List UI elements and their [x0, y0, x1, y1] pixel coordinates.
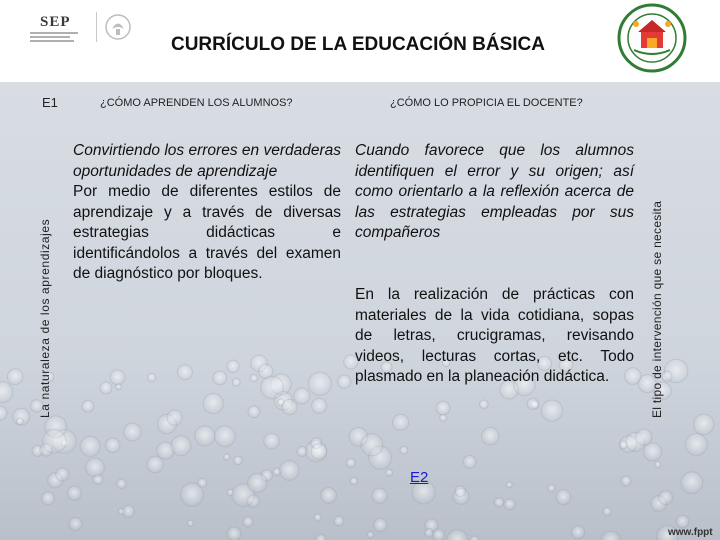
texture-bubble — [171, 436, 191, 456]
texture-bubble — [494, 498, 504, 508]
column-heading-how-teacher-fosters: ¿CÓMO LO PROPICIA EL DOCENTE? — [390, 97, 583, 109]
header — [0, 0, 720, 82]
texture-bubble — [482, 427, 500, 445]
texture-bubble — [693, 414, 714, 435]
texture-bubble — [105, 438, 120, 453]
texture-bubble — [636, 429, 652, 445]
texture-bubble — [504, 499, 515, 510]
texture-bubble — [224, 454, 230, 460]
texture-bubble — [308, 372, 331, 395]
col2-paragraph-1: Cuando favorece que los alumnos identifiquen el error y su origen; así como orientarlo a la reflexión acerca de las estrategias empleadas por sus compañeros — [355, 142, 634, 241]
texture-bubble — [82, 400, 94, 412]
texture-bubble — [571, 526, 584, 539]
texture-bubble — [261, 376, 284, 399]
texture-bubble — [393, 414, 409, 430]
texture-bubble — [372, 488, 387, 503]
col2-paragraph-2: En la realización de prácticas con materiales de la vida cotidiana, sopas de letras, crucigramas, revisando videos, lecturas cortas, etc. Todo plasmado en la planeación didáctica. — [355, 286, 634, 385]
texture-bubble — [167, 410, 182, 425]
texture-bubble — [621, 476, 631, 486]
texture-bubble — [215, 426, 236, 447]
texture-bubble — [321, 488, 337, 504]
texture-bubble — [527, 398, 538, 409]
texture-bubble — [447, 530, 468, 540]
texture-bubble — [312, 398, 327, 413]
column-heading-how-students-learn: ¿CÓMO APRENDEN LOS ALUMNOS? — [100, 97, 293, 109]
texture-bubble — [147, 373, 155, 381]
texture-bubble — [314, 514, 322, 522]
texture-bubble — [86, 458, 105, 477]
texture-bubble — [436, 401, 450, 415]
texture-bubble — [250, 374, 257, 381]
texture-bubble — [334, 516, 344, 526]
texture-bubble — [316, 534, 326, 540]
texture-bubble — [7, 369, 23, 385]
texture-bubble — [541, 400, 562, 421]
col1-paragraph-2: Por medio de diferentes estilos de aprendizaje y a través de diversas estrategias didácticas e identificándolos a través del examen de diagnóstico por bloques. — [73, 183, 341, 282]
texture-bubble — [227, 489, 234, 496]
texture-bubble — [80, 436, 100, 456]
texture-bubble — [248, 406, 260, 418]
texture-bubble — [100, 382, 112, 394]
texture-bubble — [122, 505, 134, 517]
texture-bubble — [243, 517, 253, 527]
texture-bubble — [556, 490, 571, 505]
texture-bubble — [455, 486, 466, 497]
texture-bubble — [227, 527, 241, 540]
col1-paragraph-1: Convirtiendo los errores en verdaderas oportunidades de aprendizaje — [73, 142, 341, 180]
texture-bubble — [681, 472, 703, 494]
school-seal-icon — [616, 2, 688, 74]
right-side-label: El tipo de intervención que se necesita — [650, 200, 664, 418]
texture-bubble — [227, 360, 239, 372]
texture-bubble — [147, 456, 164, 473]
texture-bubble — [0, 406, 7, 420]
texture-bubble — [685, 434, 707, 456]
texture-bubble — [644, 443, 662, 461]
texture-bubble — [297, 446, 307, 456]
texture-bubble — [601, 531, 621, 540]
texture-bubble — [264, 433, 280, 449]
e2-link[interactable]: E2 — [410, 469, 429, 486]
texture-bubble — [195, 426, 215, 446]
texture-bubble — [0, 382, 13, 403]
texture-bubble — [506, 482, 512, 488]
texture-bubble — [213, 371, 227, 385]
texture-bubble — [367, 531, 374, 538]
texture-bubble — [548, 484, 556, 492]
page-title: CURRÍCULO DE LA EDUCACIÓN BÁSICA — [170, 34, 546, 55]
texture-bubble — [248, 473, 267, 492]
texture-bubble — [123, 423, 141, 441]
texture-bubble — [278, 399, 285, 406]
texture-bubble — [280, 461, 300, 481]
texture-bubble — [338, 375, 351, 388]
column-1-text — [73, 141, 341, 285]
footer-url: www.fppt — [668, 527, 713, 538]
texture-bubble — [273, 468, 281, 476]
texture-bubble — [655, 461, 661, 467]
texture-bubble — [470, 536, 479, 540]
texture-bubble — [311, 444, 327, 460]
texture-bubble — [433, 529, 445, 540]
texture-bubble — [463, 455, 476, 468]
texture-bubble — [187, 520, 193, 526]
texture-bubble — [232, 378, 240, 386]
texture-bubble — [43, 429, 67, 453]
texture-bubble — [346, 458, 355, 467]
texture-bubble — [400, 446, 408, 454]
left-side-label: La naturaleza de los aprendizajes — [38, 218, 52, 418]
texture-bubble — [180, 483, 203, 506]
texture-bubble — [203, 393, 223, 413]
texture-bubble — [374, 518, 388, 532]
texture-bubble — [56, 468, 69, 481]
texture-bubble — [41, 492, 54, 505]
texture-bubble — [425, 529, 434, 538]
row-label-e1: E1 — [42, 95, 58, 110]
texture-bubble — [234, 456, 243, 465]
texture-bubble — [110, 370, 125, 385]
sep-logo: SEP — [40, 14, 71, 30]
texture-bubble — [69, 517, 82, 530]
texture-bubble — [603, 507, 612, 516]
texture-bubble — [350, 477, 358, 485]
texture-bubble — [67, 486, 81, 500]
texture-bubble — [479, 400, 488, 409]
texture-bubble — [659, 491, 673, 505]
texture-bubble — [16, 418, 23, 425]
texture-bubble — [386, 469, 393, 476]
texture-bubble — [361, 434, 383, 456]
texture-bubble — [294, 388, 310, 404]
texture-bubble — [177, 365, 192, 380]
texture-bubble — [619, 441, 627, 449]
texture-bubble — [117, 479, 127, 489]
